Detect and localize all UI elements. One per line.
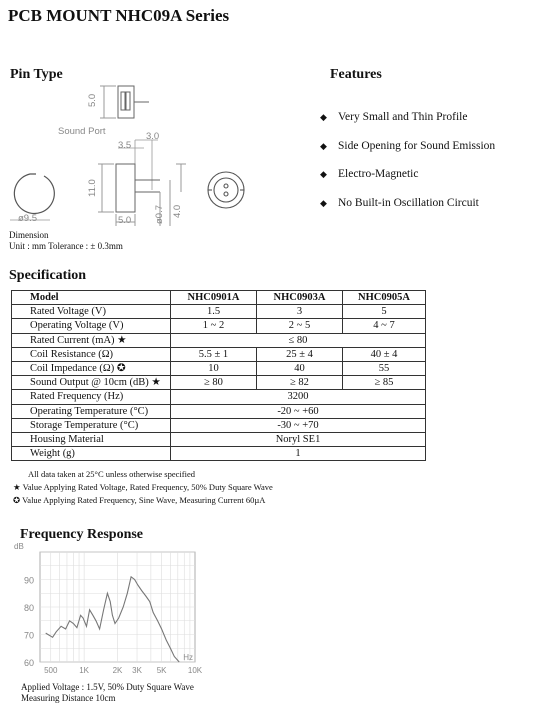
dim-3-0: 3.0: [146, 131, 160, 142]
unit-tolerance: Unit : mm Tolerance : ± 0.3mm: [9, 241, 123, 251]
table-row: Operating Voltage (V) 1 ~ 2 2 ~ 5 4 ~ 7: [12, 319, 426, 333]
specification-heading: Specification: [9, 268, 86, 283]
column-header: NHC0905A: [343, 291, 426, 305]
x-tick-label: 5K: [156, 666, 167, 675]
x-tick-label: 10K: [187, 666, 203, 675]
column-header: Model: [12, 291, 171, 305]
table-row: Sound Output @ 10cm (dB) ★ ≥ 80 ≥ 82 ≥ 85: [12, 376, 426, 390]
spec-note: ★ Value Applying Rated Voltage, Rated Frequency, 50% Duty Square Wave: [13, 482, 273, 492]
features-heading: Features: [330, 67, 382, 82]
feature-item: ◆ Electro-Magnetic: [320, 168, 419, 180]
feature-item: ◆ Side Opening for Sound Emission: [320, 140, 496, 152]
dim-5-0: 5.0: [118, 215, 132, 226]
diamond-bullet-icon: ◆: [320, 198, 327, 208]
sound-port-label: Sound Port: [58, 126, 106, 137]
feature-item: ◆ Very Small and Thin Profile: [320, 111, 468, 123]
dim-5-0-vertical: 5.0: [87, 93, 98, 107]
table-row: Storage Temperature (°C) -30 ~ +70: [12, 418, 426, 432]
pin-type-heading: Pin Type: [10, 67, 63, 82]
y-tick-label: 70: [23, 630, 34, 641]
dim-11-0: 11.0: [87, 179, 98, 197]
x-tick-label: 3K: [132, 666, 142, 675]
diamond-bullet-icon: ◆: [320, 141, 327, 151]
x-tick-label: 2K: [112, 666, 123, 675]
rear-view-drawing: [208, 172, 244, 208]
y-tick-label: 60: [23, 658, 34, 668]
column-header: NHC0901A: [171, 291, 257, 305]
page-title: PCB MOUNT NHC09A Series: [8, 6, 230, 25]
diamond-bullet-icon: ◆: [320, 112, 327, 122]
table-row: Housing Material Noryl SE1: [12, 432, 426, 446]
table-row: Rated Voltage (V) 1.5 3 5: [12, 305, 426, 319]
dim-pin-diameter: ø0.7: [154, 204, 165, 224]
feature-item: ◆ No Built-in Oscillation Circuit: [320, 197, 479, 209]
x-tick-label: 500: [44, 666, 58, 675]
table-header-row: [12, 291, 426, 305]
table-row: Weight (g) 1: [12, 447, 426, 461]
column-header: NHC0903A: [257, 291, 343, 305]
table-row: Operating Temperature (°C) -20 ~ +60: [12, 404, 426, 418]
chart-footer: Applied Voltage : 1.5V, 50% Duty Square Wave: [21, 682, 194, 692]
table-row: Coil Impedance (Ω) ✪ 10 40 55: [12, 361, 426, 375]
table-row: Rated Current (mA) ★ ≤ 80: [12, 333, 426, 347]
spec-note: ✪ Value Applying Rated Frequency, Sine Wave, Measuring Current 60µA: [13, 495, 266, 505]
table-row: Coil Resistance (Ω) 5.5 ± 1 25 ± 4 40 ± 4: [12, 347, 426, 361]
dim-3-5: 3.5: [118, 140, 132, 151]
frequency-response-chart: [0, 540, 230, 680]
dim-4-0: 4.0: [172, 204, 183, 218]
x-tick-label: 1K: [79, 666, 90, 675]
x-axis-unit-label: Hz: [183, 653, 193, 662]
pin-type-drawing: [0, 80, 300, 240]
y-tick-label: 90: [23, 575, 34, 586]
table-row: Rated Frequency (Hz) 3200: [12, 390, 426, 404]
diamond-bullet-icon: ◆: [320, 169, 327, 179]
spec-note: All data taken at 25°C unless otherwise specified: [28, 469, 195, 479]
dim-diameter-9-5: ø9.5: [18, 213, 38, 224]
chart-footer: Measuring Distance 10cm: [21, 693, 116, 703]
dimension-label: Dimension: [9, 230, 49, 240]
top-view-drawing: [100, 86, 149, 118]
y-axis-unit-label: dB: [14, 542, 24, 551]
specification-table: [11, 290, 426, 461]
y-tick-label: 80: [23, 603, 34, 613]
frequency-response-heading: Frequency Response: [20, 527, 144, 542]
